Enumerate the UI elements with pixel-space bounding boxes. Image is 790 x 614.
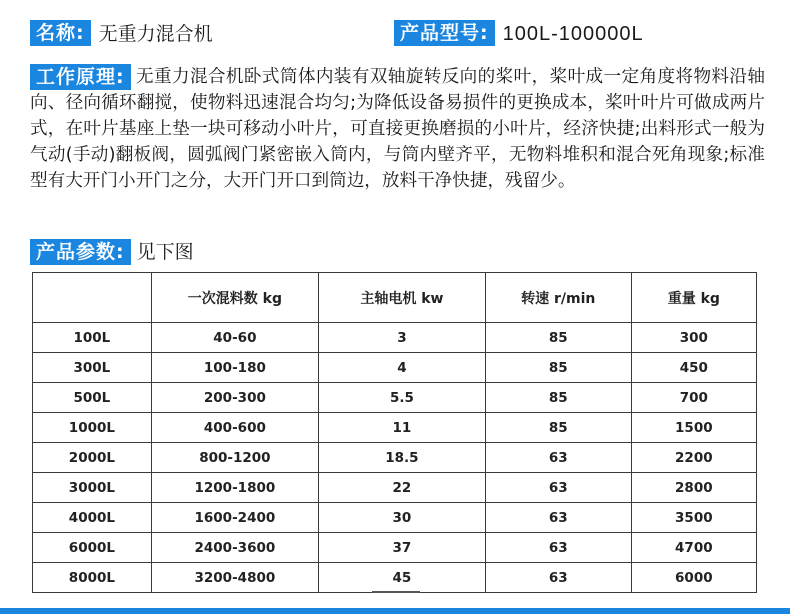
cell-weight: 6000 (631, 563, 756, 593)
cell-speed: 63 (485, 443, 631, 473)
cell-weight: 700 (631, 383, 756, 413)
product-name-label: 名称: (30, 20, 91, 46)
decorative-divider (372, 591, 420, 593)
cell-motor: 4 (318, 353, 485, 383)
cell-speed: 85 (485, 323, 631, 353)
product-params (30, 239, 194, 267)
cell-model: 500L (33, 383, 152, 413)
cell-motor: 5.5 (318, 383, 485, 413)
working-principle-label: 工作原理: (30, 64, 131, 90)
cell-motor: 18.5 (318, 443, 485, 473)
cell-motor: 30 (318, 503, 485, 533)
cell-model: 1000L (33, 413, 152, 443)
cell-speed: 85 (485, 413, 631, 443)
table-row (33, 473, 757, 503)
table-row (33, 533, 757, 563)
header-cell-motor: 主轴电机 kw (318, 273, 485, 323)
cell-motor: 11 (318, 413, 485, 443)
cell-batch: 3200-4800 (151, 563, 318, 593)
header-cell-batch: 一次混料数 kg (151, 273, 318, 323)
cell-motor: 3 (318, 323, 485, 353)
table-row (33, 563, 757, 593)
table-row (33, 323, 757, 353)
header-row (30, 20, 770, 48)
bottom-accent-bar (0, 608, 790, 614)
product-model-group (394, 20, 644, 48)
cell-weight: 3500 (631, 503, 756, 533)
cell-weight: 4700 (631, 533, 756, 563)
spec-table-header-row (33, 273, 757, 323)
cell-batch: 800-1200 (151, 443, 318, 473)
cell-weight: 2800 (631, 473, 756, 503)
cell-model: 3000L (33, 473, 152, 503)
product-name-value: 无重力混合机 (98, 23, 213, 45)
cell-batch: 1600-2400 (151, 503, 318, 533)
product-name-group (30, 20, 213, 48)
header-cell-weight: 重量 kg (631, 273, 756, 323)
cell-speed: 85 (485, 383, 631, 413)
cell-model: 4000L (33, 503, 152, 533)
table-row (33, 353, 757, 383)
table-row (33, 443, 757, 473)
working-principle-text: 无重力混合机卧式筒体内装有双轴旋转反向的桨叶，桨叶成一定角度将物料沿轴向、径向循环翻搅，使物料迅速混合均匀;为降低设备易损件的更换成本，桨叶叶片可做成两片式，在叶片基座上垫一块可移动小叶片，可直接更换磨损的小叶片，经济快捷;出料形式一般为气动(手动)翻板阀，圆弧阀门紧密嵌入筒内，与筒内壁齐平，无物料堆积和混合死角现象;标准型有大开门小开门之分，大开门开口到筒边，放料干净快捷，残留少。 (30, 67, 765, 191)
product-params-label: 产品参数: (30, 239, 131, 265)
cell-model: 2000L (33, 443, 152, 473)
cell-batch: 2400-3600 (151, 533, 318, 563)
cell-batch: 1200-1800 (151, 473, 318, 503)
cell-batch: 100-180 (151, 353, 318, 383)
spec-table (32, 272, 757, 593)
cell-model: 300L (33, 353, 152, 383)
product-model-value: 100L-100000L (502, 23, 644, 45)
working-principle (30, 64, 765, 194)
cell-weight: 450 (631, 353, 756, 383)
cell-weight: 2200 (631, 443, 756, 473)
header-cell-model (33, 273, 152, 323)
cell-speed: 63 (485, 473, 631, 503)
table-row (33, 413, 757, 443)
header-cell-speed: 转速 r/min (485, 273, 631, 323)
cell-motor: 37 (318, 533, 485, 563)
cell-model: 100L (33, 323, 152, 353)
cell-model: 8000L (33, 563, 152, 593)
table-row (33, 503, 757, 533)
cell-speed: 63 (485, 503, 631, 533)
cell-batch: 400-600 (151, 413, 318, 443)
cell-weight: 1500 (631, 413, 756, 443)
cell-speed: 63 (485, 563, 631, 593)
cell-batch: 40-60 (151, 323, 318, 353)
cell-speed: 63 (485, 533, 631, 563)
cell-motor: 45 (318, 563, 485, 593)
cell-model: 6000L (33, 533, 152, 563)
cell-motor: 22 (318, 473, 485, 503)
product-model-label: 产品型号: (394, 20, 495, 46)
cell-weight: 300 (631, 323, 756, 353)
table-row (33, 383, 757, 413)
product-params-value: 见下图 (136, 241, 194, 263)
cell-speed: 85 (485, 353, 631, 383)
cell-batch: 200-300 (151, 383, 318, 413)
